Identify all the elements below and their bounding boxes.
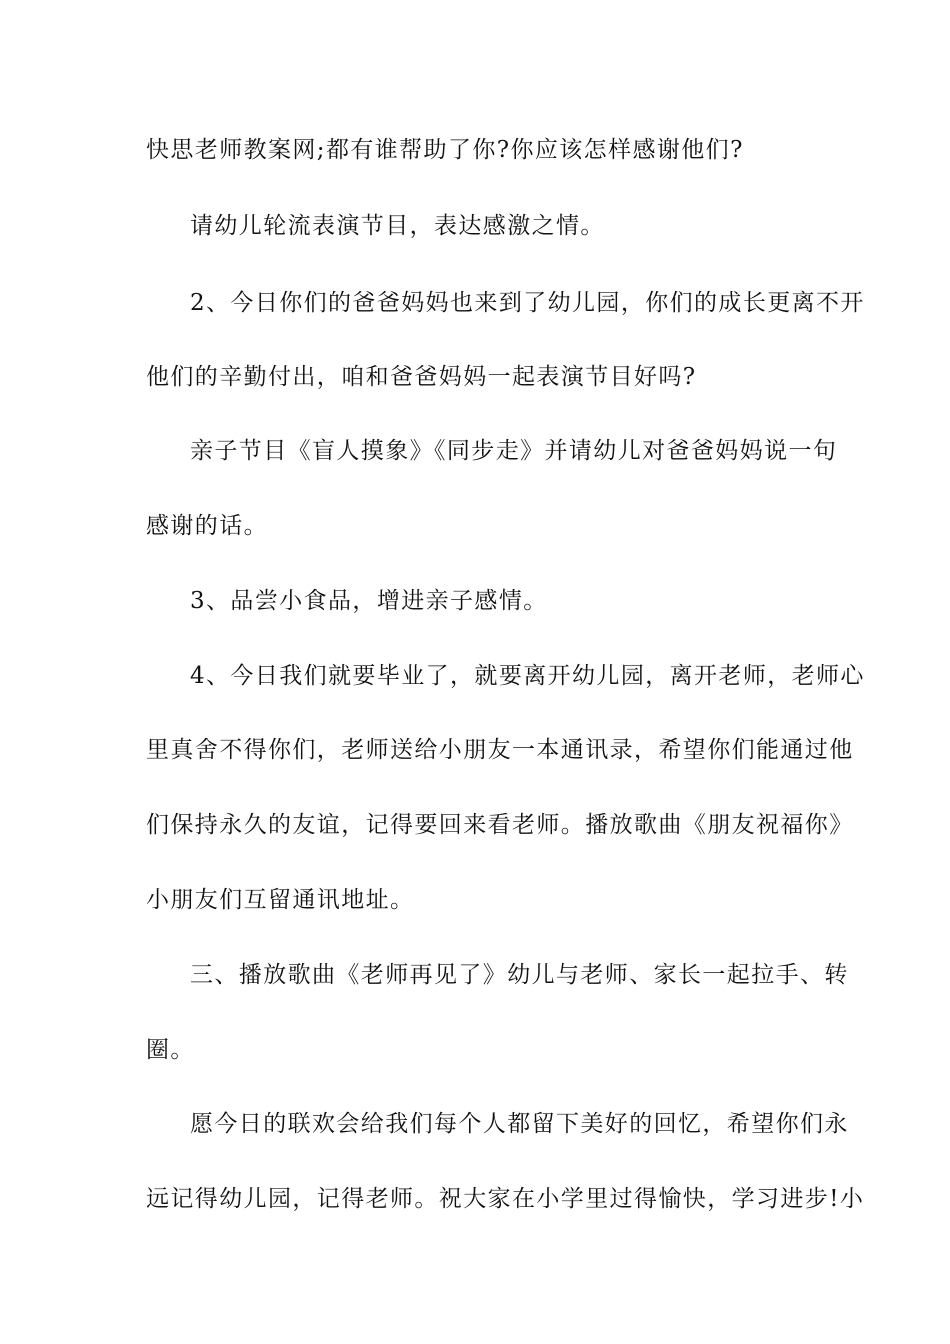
text-line: 感谢的话。: [146, 513, 268, 539]
text-line: 们保持永久的友谊，记得要回来看老师。播放歌曲《朋友祝福你》: [146, 812, 854, 838]
text-line: 三、播放歌曲《老师再见了》幼儿与老师、家长一起拉手、转: [190, 962, 849, 988]
text-line: 4、今日我们就要毕业了，就要离开幼儿园，离开老师，老师心: [190, 663, 865, 689]
text-line: 2、今日你们的爸爸妈妈也来到了幼儿园，你们的成长更离不开: [190, 290, 865, 316]
text-line: 亲子节目《盲人摸象》《同步走》并请幼儿对爸爸妈妈说一句: [190, 438, 838, 464]
text-line: 3、品尝小食品，增进亲子感情。: [190, 588, 548, 614]
text-line: 请幼儿轮流表演节目，表达感激之情。: [190, 213, 605, 239]
text-line: 他们的辛勤付出，咱和爸爸妈妈一起表演节目好吗?: [146, 364, 697, 390]
text-line: 快思老师教案网;都有谁帮助了你?你应该怎样感谢他们?: [146, 137, 744, 163]
text-line: 圈。: [146, 1037, 195, 1063]
text-line: 小朋友们互留通讯地址。: [146, 887, 415, 913]
text-line: 里真舍不得你们，老师送给小朋友一本通讯录，希望你们能通过他: [146, 737, 854, 763]
text-line: 远记得幼儿园，记得老师。祝大家在小学里过得愉快，学习进步!小: [146, 1186, 865, 1212]
text-line: 愿今日的联欢会给我们每个人都留下美好的回忆，希望你们永: [190, 1111, 849, 1137]
